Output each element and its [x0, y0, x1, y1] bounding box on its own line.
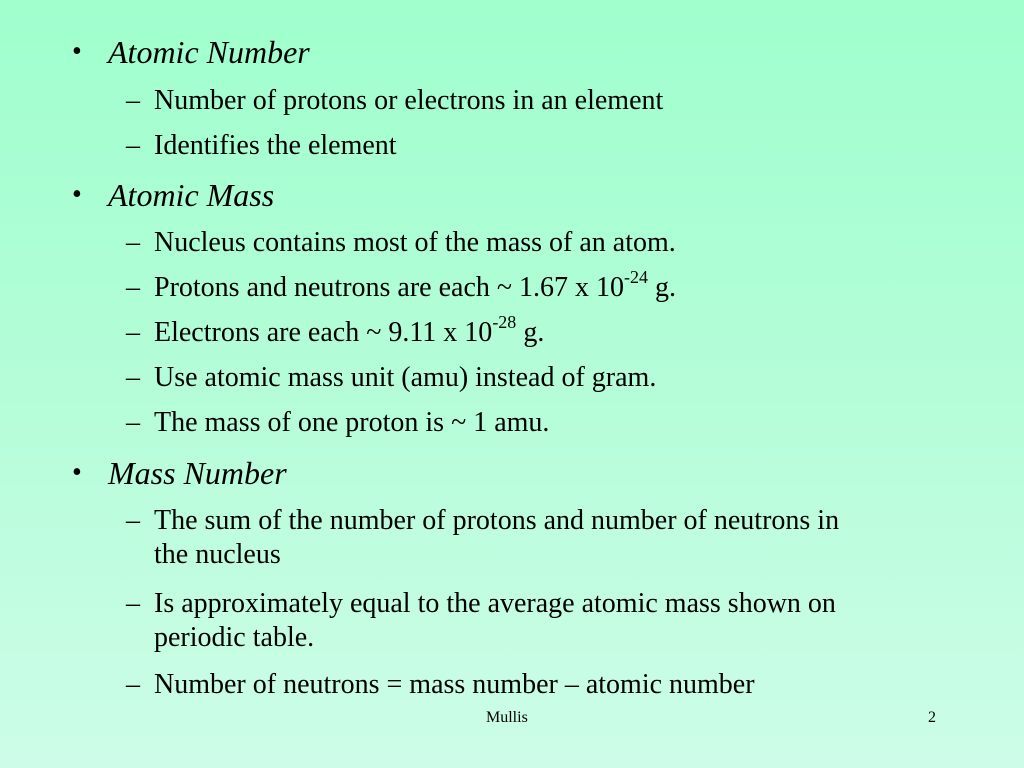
item-text-after: g.: [648, 272, 677, 303]
item-text: [154, 266, 904, 305]
heading-text: Atomic Mass: [108, 177, 275, 213]
dash-icon: –: [126, 272, 140, 303]
exponent: -24: [624, 266, 649, 287]
item-text: Nucleus contains most of the mass of an atom.: [154, 227, 676, 258]
item-text: Number of neutrons = mass number – atomic number: [154, 669, 755, 700]
bullet-icon: •: [72, 457, 82, 488]
item-text: Identifies the element: [154, 130, 397, 161]
dash-icon: –: [126, 362, 140, 393]
item-text: The sum of the number of protons and number of neutrons in the nucleus: [154, 505, 840, 570]
item-text: Is approximately equal to the average atomic mass shown on periodic table.: [154, 588, 836, 653]
item-text-after: g.: [516, 317, 545, 348]
exponent: -28: [492, 311, 517, 332]
item-text: Number of protons or electrons in an element: [154, 85, 664, 116]
item-text-before: Protons and neutrons are each ~ 1.67 x 10: [154, 272, 625, 303]
bullet-icon: •: [72, 179, 82, 210]
heading-text: Mass Number: [108, 455, 287, 491]
dash-icon: –: [126, 317, 140, 348]
item-text: [154, 311, 904, 350]
footer-author: Mullis: [486, 709, 528, 726]
dash-icon: –: [126, 130, 140, 161]
heading-text: Atomic Number: [108, 34, 310, 70]
item-text: The mass of one proton is ~ 1 amu.: [154, 407, 550, 438]
item-text: Use atomic mass unit (amu) instead of gram.: [154, 362, 657, 393]
bullet-icon: •: [72, 36, 82, 67]
dash-icon: –: [126, 407, 140, 438]
page-number: 2: [928, 709, 936, 726]
dash-icon: –: [126, 227, 140, 258]
item-text-before: Electrons are each ~ 9.11 x 10: [154, 317, 493, 348]
dash-icon: –: [126, 505, 140, 536]
dash-icon: –: [126, 588, 140, 619]
dash-icon: –: [126, 85, 140, 116]
dash-icon: –: [126, 669, 140, 700]
